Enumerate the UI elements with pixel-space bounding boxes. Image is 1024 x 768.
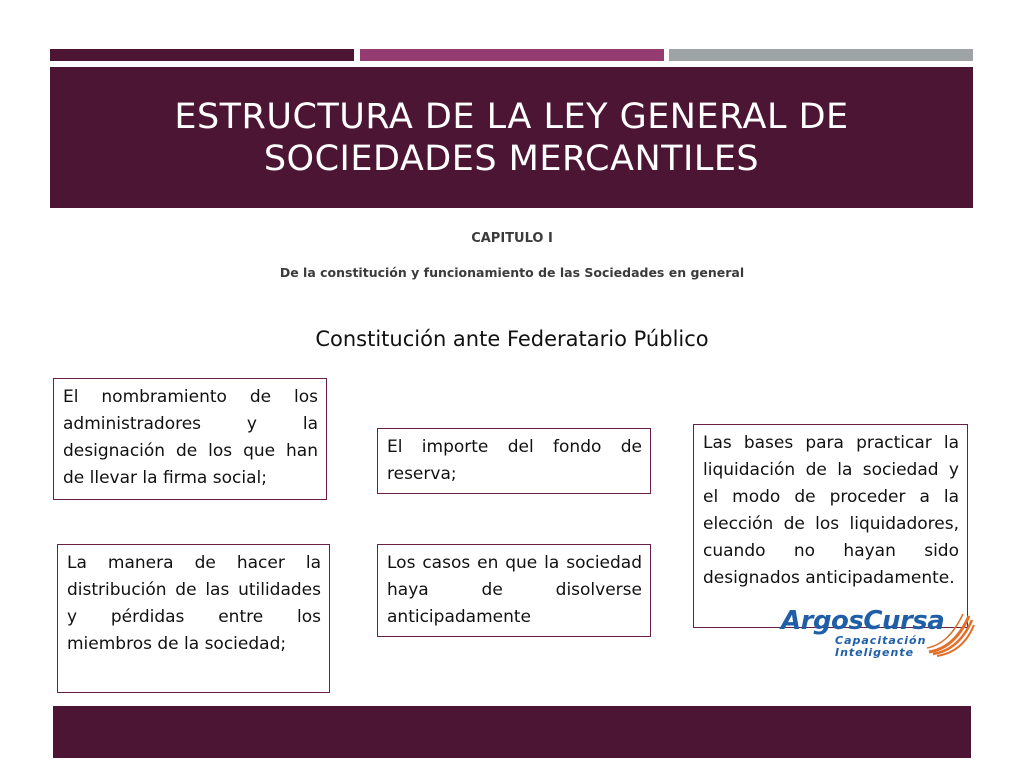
box-disolucion bbox=[377, 544, 651, 637]
argoscursa-logo bbox=[775, 606, 975, 660]
box-liquidacion bbox=[693, 424, 968, 628]
box-fondo-reserva-text: El importe del fondo de reserva; bbox=[387, 437, 642, 484]
footer-band bbox=[53, 706, 971, 758]
top-stripe-2 bbox=[360, 49, 664, 61]
chapter-subtitle: De la constitución y funcionamiento de las Sociedades en general bbox=[279, 265, 745, 280]
title-band bbox=[50, 67, 973, 208]
slide-title-line-1: ESTRUCTURA DE LA LEY GENERAL DE bbox=[174, 96, 849, 137]
box-utilidades-text: La manera de hacer la distribución de las utilidades y pérdidas entre los miembros de la sociedad; bbox=[67, 553, 321, 654]
box-fondo-reserva bbox=[377, 428, 651, 494]
box-administradores bbox=[53, 378, 327, 500]
slide-title bbox=[132, 96, 892, 180]
chapter-label: CAPITULO I bbox=[471, 231, 553, 246]
logo-name: ArgosCursa bbox=[781, 606, 945, 636]
logo-tagline-2: Inteligente bbox=[835, 646, 915, 659]
top-stripe-1 bbox=[50, 49, 354, 61]
section-heading: Constitución ante Federatario Público bbox=[315, 327, 709, 351]
box-administradores-text: El nombramiento de los administradores y la designación de los que han de llevar la firma social; bbox=[63, 387, 318, 488]
logo-tagline-1: Capacitación bbox=[835, 634, 927, 647]
top-stripe-3 bbox=[669, 49, 973, 61]
slide-title-line-2: SOCIEDADES MERCANTILES bbox=[263, 138, 760, 179]
box-utilidades bbox=[57, 544, 330, 693]
box-disolucion-text: Los casos en que la sociedad haya de disolverse anticipadamente bbox=[387, 553, 642, 627]
box-liquidacion-text: Las bases para practicar la liquidación de la sociedad y el modo de proceder a la elección de los liquidadores, cuando no hayan sido designados anticipadamente. bbox=[703, 433, 959, 588]
